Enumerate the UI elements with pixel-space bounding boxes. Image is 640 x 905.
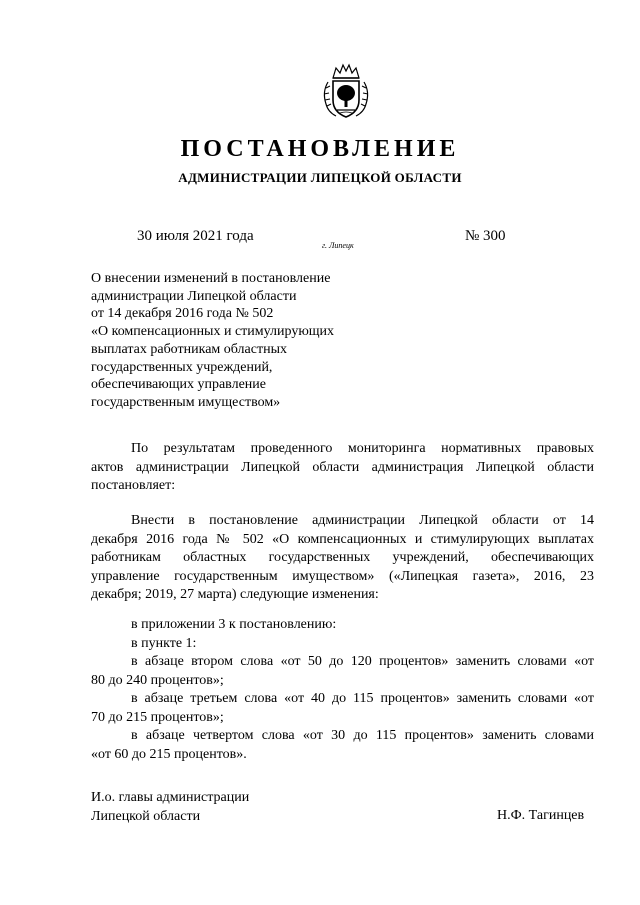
main-line: Внести в постановление администрации Липецкой области от 14	[131, 513, 594, 528]
document-number: № 300	[465, 228, 506, 244]
subject-line: государственным имуществом»	[91, 394, 281, 410]
document-city: г. Липецк	[322, 241, 354, 250]
signature-position-line: Липецкой области	[91, 808, 201, 824]
preamble-line: постановляет:	[91, 478, 176, 493]
change-line: «от 60 до 215 процентов».	[91, 746, 247, 762]
document-subtitle: АДМИНИСТРАЦИИ ЛИПЕЦКОЙ ОБЛАСТИ	[178, 170, 462, 185]
subject-line: от 14 декабря 2016 года № 502	[91, 306, 274, 322]
change-line: 70 до 215 процентов»;	[91, 709, 224, 725]
main-paragraph	[91, 512, 594, 605]
subject-line: выплатах работникам областных	[91, 341, 287, 357]
document-date: 30 июля 2021 года	[137, 228, 254, 244]
change-line: в абзаце втором слова «от 50 до 120 процентов» заменить словами «от	[131, 654, 594, 669]
change-line: в абзаце третьем слова «от 40 до 115 процентов» заменить словами «от	[131, 691, 594, 706]
subject-line: «О компенсационных и стимулирующих	[91, 324, 335, 340]
changes-list	[91, 616, 594, 764]
signature-name: Н.Ф. Тагинцев	[497, 808, 585, 823]
preamble-paragraph	[91, 440, 594, 496]
main-line: управление государственным имуществом» («Липецкая газета», 2016, 23	[91, 568, 594, 584]
subject-line: администрации Липецкой области	[91, 288, 297, 304]
document-subject	[91, 270, 391, 412]
change-line: в пункте 1:	[131, 635, 197, 651]
change-line: в приложении 3 к постановлению:	[131, 617, 337, 632]
subject-line: О внесении изменений в постановление	[91, 271, 331, 286]
signature-position	[91, 789, 249, 826]
signature-position-line: И.о. главы администрации	[91, 790, 250, 805]
document-title: ПОСТАНОВЛЕНИЕ	[180, 136, 460, 162]
preamble-line: актов администрации Липецкой области администрация Липецкой области	[91, 459, 594, 475]
main-line: декабря 2016 года № 502 «О компенсационных и стимулирующих выплатах	[91, 531, 594, 547]
main-line: декабря; 2019, 27 марта) следующие изменения:	[91, 587, 379, 602]
subject-line: обеспечивающих управление	[91, 377, 267, 393]
main-line: работникам областных государственных учреждений, обеспечивающих	[91, 550, 594, 565]
coat-of-arms-icon	[318, 62, 374, 122]
preamble-line: По результатам проведенного мониторинга нормативных правовых	[131, 441, 594, 456]
change-line: в абзаце четвертом слова «от 30 до 115 процентов» заменить словами	[131, 728, 594, 743]
change-line: 80 до 240 процентов»;	[91, 672, 224, 688]
subject-line: государственных учреждений,	[91, 359, 273, 375]
